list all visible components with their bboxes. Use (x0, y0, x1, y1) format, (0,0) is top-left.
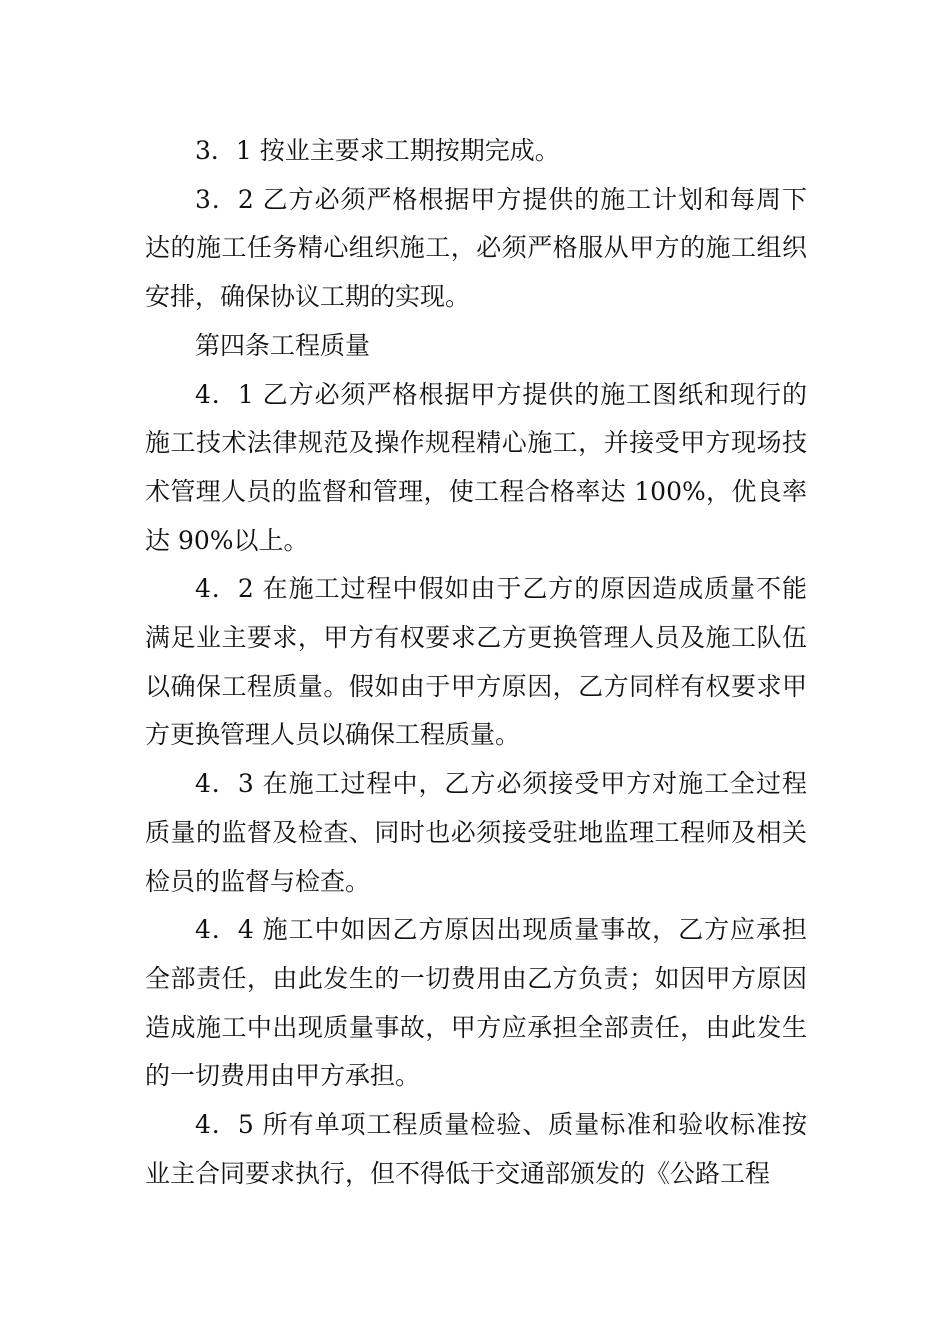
paragraph-4-4: 4．4 施工中如因乙方原因出现质量事故，乙方应承担全部责任，由此发生的一切费用由乙方负责；如因甲方原因造成施工中出现质量事故，甲方应承担全部责任，由此发生的一切费用由甲方承担。 (145, 915, 807, 1091)
paragraph-4-5: 4．5 所有单项工程质量检验、质量标准和验收标准按业主合同要求执行，但不得低于交通部颁发的《公路工程 (145, 1110, 807, 1188)
document-page (145, 127, 807, 1198)
paragraph-3-2: 3．2 乙方必须严格根据甲方提供的施工计划和每周下达的施工任务精心组织施工，必须严格服从甲方的施工组织安排，确保协议工期的实现。 (145, 184, 807, 312)
paragraph-4-3: 4．3 在施工过程中，乙方必须接受甲方对施工全过程质量的监督及检查、同时也必须接受驻地监理工程师及相关检员的监督与检查。 (145, 769, 807, 896)
paragraph-4-1: 4．1 乙方必须严格根据甲方提供的施工图纸和现行的施工技术法律规范及操作规程精心施工，并接受甲方现场技术管理人员的监督和管理，使工程合格率达 100%，优良率达 90%以上。 (145, 379, 807, 555)
paragraph-4-2: 4．2 在施工过程中假如由于乙方的原因造成质量不能满足业主要求，甲方有权要求乙方更换管理人员及施工队伍以确保工程质量。假如由于甲方原因，乙方同样有权要求甲方更换管理人员以确保工程质量。 (145, 574, 807, 750)
paragraph-3-1: 3．1 按业主要求工期按期完成。 (195, 136, 560, 165)
section-heading-4: 第四条工程质量 (195, 330, 371, 360)
